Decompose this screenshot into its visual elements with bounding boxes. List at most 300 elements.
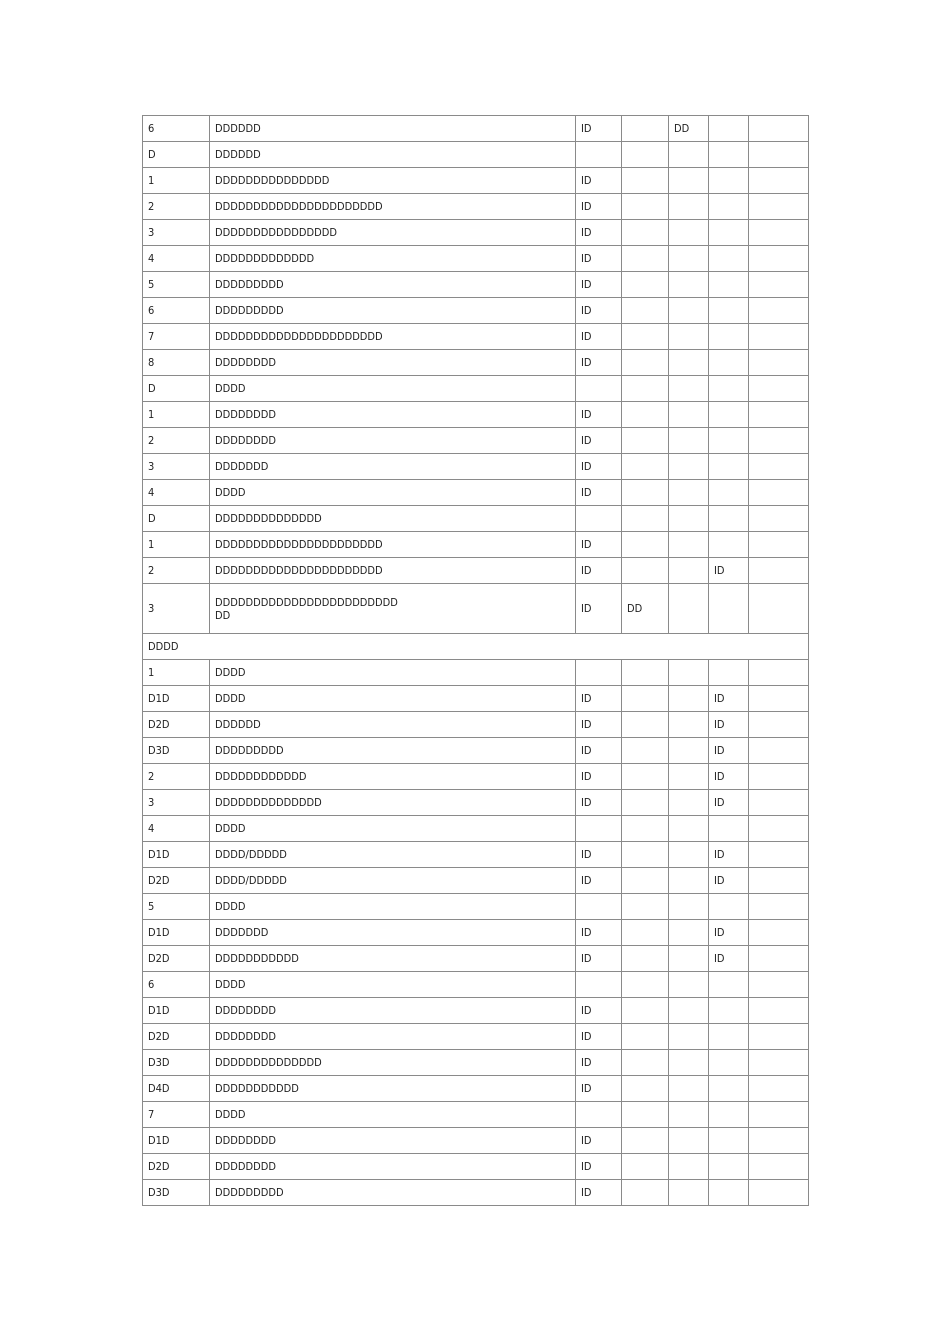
table-cell: 6 (143, 116, 210, 142)
table-cell (622, 272, 669, 298)
table-cell (709, 506, 749, 532)
table-cell: 6 (143, 972, 210, 998)
table-cell: 2 (143, 764, 210, 790)
table-cell (669, 350, 709, 376)
table-row (143, 868, 809, 894)
table-cell: D2D (143, 868, 210, 894)
table-cell: D1D (143, 842, 210, 868)
table-cell: ID (576, 454, 622, 480)
table-cell (709, 246, 749, 272)
table-cell: ID (576, 1128, 622, 1154)
table-cell (622, 168, 669, 194)
cell-line: DD (215, 608, 231, 622)
table-cell (622, 816, 669, 842)
table-cell (622, 558, 669, 584)
table-cell (749, 686, 809, 712)
table-cell (749, 558, 809, 584)
table-row (143, 1102, 809, 1128)
table-cell (622, 454, 669, 480)
table-cell: DDDDDDDD (210, 998, 576, 1024)
table-cell: ID (576, 920, 622, 946)
table-cell (622, 532, 669, 558)
table-cell: ID (576, 298, 622, 324)
table-cell: D2D (143, 946, 210, 972)
table-cell (709, 1024, 749, 1050)
table-cell: DDDDDDD (210, 920, 576, 946)
table-cell (622, 142, 669, 168)
table-cell (749, 454, 809, 480)
table-cell: DDDDDDDD (210, 428, 576, 454)
table-cell: DDDDDDDDDDDDD (210, 246, 576, 272)
table-row (143, 142, 809, 168)
table-cell (622, 298, 669, 324)
table-cell: DDDD (210, 660, 576, 686)
table-row (143, 1180, 809, 1206)
table-cell: DDDDDDDDD (210, 1180, 576, 1206)
table-cell (709, 1128, 749, 1154)
table-cell (709, 532, 749, 558)
table-cell (669, 972, 709, 998)
table-cell (669, 376, 709, 402)
table-cell (709, 298, 749, 324)
table-cell: D1D (143, 920, 210, 946)
table-cell: D2D (143, 712, 210, 738)
table-cell (749, 920, 809, 946)
table-row (143, 324, 809, 350)
table-cell (669, 1128, 709, 1154)
table-cell: ID (709, 920, 749, 946)
table-cell: ID (576, 1050, 622, 1076)
table-cell (709, 1076, 749, 1102)
table-cell (709, 168, 749, 194)
table-cell (669, 558, 709, 584)
table-cell (749, 1154, 809, 1180)
table-cell: 5 (143, 894, 210, 920)
table-cell: DDDDDDDD (210, 350, 576, 376)
table-cell (669, 428, 709, 454)
table-cell (622, 738, 669, 764)
table-cell (749, 194, 809, 220)
table-cell: D3D (143, 738, 210, 764)
table-cell (709, 194, 749, 220)
table-cell: DDDD (210, 972, 576, 998)
table-cell (669, 1050, 709, 1076)
table-row (143, 298, 809, 324)
table-row (143, 168, 809, 194)
table-cell (709, 660, 749, 686)
table-cell (576, 660, 622, 686)
table-row (143, 816, 809, 842)
table-cell (576, 894, 622, 920)
table-cell (749, 1128, 809, 1154)
table-row (143, 194, 809, 220)
table-cell: ID (576, 764, 622, 790)
table-cell (669, 998, 709, 1024)
table-row (143, 1050, 809, 1076)
table-cell: D3D (143, 1050, 210, 1076)
table-cell: DD (622, 584, 669, 634)
table-cell (669, 1024, 709, 1050)
table-cell (576, 816, 622, 842)
table-cell: DDDDDDDDDDDDDDDDDDDDDD (210, 532, 576, 558)
table-cell: ID (576, 246, 622, 272)
table-cell (709, 272, 749, 298)
table-cell: ID (576, 686, 622, 712)
table-cell: DDDDDDDDD (210, 272, 576, 298)
table-row (143, 558, 809, 584)
table-cell: ID (709, 738, 749, 764)
table-cell (749, 1050, 809, 1076)
table-cell (749, 402, 809, 428)
table-row (143, 480, 809, 506)
table-cell (749, 168, 809, 194)
table-cell: 2 (143, 194, 210, 220)
table-cell: D2D (143, 1154, 210, 1180)
table-cell: ID (576, 842, 622, 868)
table-cell (709, 1050, 749, 1076)
table-cell: DDDDDDDDDDD (210, 946, 576, 972)
table-row (143, 116, 809, 142)
table-cell: 2 (143, 558, 210, 584)
table-cell: ID (576, 584, 622, 634)
table-cell: ID (576, 116, 622, 142)
table-cell: ID (576, 428, 622, 454)
table-cell (669, 142, 709, 168)
table-cell (709, 428, 749, 454)
table-cell: ID (576, 868, 622, 894)
table-cell: DDDDDDDD (210, 1154, 576, 1180)
table-cell (622, 972, 669, 998)
table-cell: 2 (143, 428, 210, 454)
table-cell (669, 402, 709, 428)
table-cell: ID (576, 1180, 622, 1206)
table-cell (622, 1154, 669, 1180)
table-cell (622, 194, 669, 220)
table-cell (669, 480, 709, 506)
table-cell (622, 946, 669, 972)
table-cell (709, 402, 749, 428)
table-cell: DDDDDDDDDDDDDDDDDDDDDD (210, 558, 576, 584)
table-row (143, 350, 809, 376)
table-cell (622, 660, 669, 686)
table-cell (622, 842, 669, 868)
table-cell: DDDDDDDDDDDDDDDD (210, 220, 576, 246)
table-cell: ID (709, 790, 749, 816)
table-row (143, 634, 809, 660)
table-cell (622, 428, 669, 454)
table-cell (669, 584, 709, 634)
table-cell (622, 712, 669, 738)
table-cell: DDDDDD (210, 142, 576, 168)
table-row (143, 686, 809, 712)
table-row (143, 764, 809, 790)
table-cell (709, 142, 749, 168)
table-cell (669, 868, 709, 894)
table-row (143, 220, 809, 246)
table-cell (709, 454, 749, 480)
table-row (143, 842, 809, 868)
table-cell (669, 194, 709, 220)
table-row (143, 738, 809, 764)
table-cell: ID (576, 168, 622, 194)
table-cell (622, 790, 669, 816)
table-row (143, 1128, 809, 1154)
table-cell: ID (709, 712, 749, 738)
table-cell: ID (576, 324, 622, 350)
table-cell: 3 (143, 220, 210, 246)
table-row (143, 920, 809, 946)
table-cell (622, 920, 669, 946)
table-cell (622, 894, 669, 920)
table-cell: D1D (143, 1128, 210, 1154)
table-row (143, 660, 809, 686)
table-cell (669, 1102, 709, 1128)
table-cell: DDDD/DDDDD (210, 842, 576, 868)
section-heading-cell: DDDD (143, 634, 809, 660)
table-cell (709, 480, 749, 506)
table-cell (622, 1128, 669, 1154)
table-cell: D1D (143, 686, 210, 712)
table-cell (622, 1102, 669, 1128)
table-cell: DDDDDDDDDDDDDD (210, 506, 576, 532)
table-cell: DDDD (210, 1102, 576, 1128)
table-cell (622, 1024, 669, 1050)
table-cell (669, 712, 709, 738)
table-cell (749, 842, 809, 868)
table-cell: DDDDDD (210, 116, 576, 142)
table-cell (669, 1154, 709, 1180)
table-cell (749, 584, 809, 634)
table-cell: ID (576, 1154, 622, 1180)
table-cell: DDDD (210, 480, 576, 506)
table-cell (749, 376, 809, 402)
table-cell: DDDDDDDD (210, 1024, 576, 1050)
table-cell (669, 920, 709, 946)
table-cell: ID (576, 220, 622, 246)
table-cell (669, 1076, 709, 1102)
table-row (143, 998, 809, 1024)
table-cell (210, 584, 576, 634)
table-row (143, 272, 809, 298)
table-cell (749, 946, 809, 972)
table-row (143, 454, 809, 480)
table-cell (669, 946, 709, 972)
table-cell: 1 (143, 660, 210, 686)
table-cell (622, 1050, 669, 1076)
table-cell: ID (709, 686, 749, 712)
table-cell (709, 324, 749, 350)
table-cell: ID (576, 272, 622, 298)
table-cell: 3 (143, 454, 210, 480)
table-cell: ID (576, 194, 622, 220)
table-cell (622, 376, 669, 402)
table-cell (709, 376, 749, 402)
table-cell (622, 506, 669, 532)
table-cell (622, 324, 669, 350)
table-cell (749, 764, 809, 790)
table-cell (749, 246, 809, 272)
table-cell: 1 (143, 532, 210, 558)
table-cell (709, 116, 749, 142)
table-cell: ID (576, 946, 622, 972)
table-cell (749, 480, 809, 506)
table-cell (749, 142, 809, 168)
table-row (143, 506, 809, 532)
table-cell: D (143, 376, 210, 402)
table-cell (749, 1180, 809, 1206)
table-cell (749, 298, 809, 324)
table-cell (749, 712, 809, 738)
table-cell (576, 1102, 622, 1128)
table-cell (709, 1102, 749, 1128)
cell-line: DDDDDDDDDDDDDDDDDDDDDDDD (215, 595, 398, 609)
table-row (143, 946, 809, 972)
table-cell: DDDDDDDDD (210, 738, 576, 764)
table-cell: ID (709, 558, 749, 584)
table-cell: 1 (143, 402, 210, 428)
table-cell (622, 1180, 669, 1206)
table-cell (622, 998, 669, 1024)
table-cell (576, 972, 622, 998)
table-row (143, 1024, 809, 1050)
table-cell (669, 506, 709, 532)
table-cell (709, 1180, 749, 1206)
table-row (143, 790, 809, 816)
table-cell (749, 894, 809, 920)
table-cell (709, 584, 749, 634)
table-cell (669, 686, 709, 712)
table-cell (669, 324, 709, 350)
table-cell: 4 (143, 246, 210, 272)
table-cell (749, 1076, 809, 1102)
table-cell: ID (576, 998, 622, 1024)
table-cell (622, 246, 669, 272)
table-cell: DDDDDDDDDDDDDD (210, 790, 576, 816)
table-cell (622, 1076, 669, 1102)
table-cell (669, 220, 709, 246)
table-row (143, 712, 809, 738)
table-cell (622, 480, 669, 506)
table-cell (622, 868, 669, 894)
table-row (143, 584, 809, 634)
table-cell: DDDDDDDDDDDDDD (210, 1050, 576, 1076)
table-cell: DDDDDDDDDDDD (210, 764, 576, 790)
table-cell (709, 350, 749, 376)
table-cell: 4 (143, 480, 210, 506)
table-cell: D (143, 142, 210, 168)
table-cell (749, 972, 809, 998)
table-cell: 6 (143, 298, 210, 324)
table-cell: DDDDDDDD (210, 1128, 576, 1154)
table-cell: DDDD (210, 894, 576, 920)
table-cell: ID (709, 946, 749, 972)
table-cell (749, 816, 809, 842)
table-cell: 4 (143, 816, 210, 842)
table-cell: ID (709, 842, 749, 868)
table-cell (709, 816, 749, 842)
table-cell: DDDDDDDDD (210, 298, 576, 324)
table-cell (749, 1024, 809, 1050)
table-cell: ID (576, 350, 622, 376)
table-cell: DD (669, 116, 709, 142)
table-cell (749, 220, 809, 246)
table-cell: DDDD (210, 816, 576, 842)
table-row (143, 428, 809, 454)
table-cell: D2D (143, 1024, 210, 1050)
table-row (143, 1076, 809, 1102)
table-cell: 3 (143, 790, 210, 816)
table-cell (749, 868, 809, 894)
table-cell (669, 660, 709, 686)
table-cell (709, 998, 749, 1024)
table-cell: 7 (143, 324, 210, 350)
table-row (143, 894, 809, 920)
table-cell (709, 1154, 749, 1180)
table-body (143, 116, 809, 1206)
table-cell (669, 764, 709, 790)
document-table (142, 115, 809, 1206)
table-cell (749, 272, 809, 298)
table-cell: D1D (143, 998, 210, 1024)
table-cell: ID (709, 764, 749, 790)
table-cell (749, 428, 809, 454)
table-cell: DDDDDD (210, 712, 576, 738)
table-row (143, 246, 809, 272)
table-cell: DDDDDDD (210, 454, 576, 480)
table-cell (576, 142, 622, 168)
table-cell: DDDDDDDDDDD (210, 1076, 576, 1102)
table-cell (749, 738, 809, 764)
table-cell (669, 894, 709, 920)
table-cell (669, 246, 709, 272)
table-cell: DDDDDDDDDDDDDDDDDDDDDD (210, 324, 576, 350)
table-row (143, 972, 809, 998)
table-row (143, 402, 809, 428)
table-cell: 5 (143, 272, 210, 298)
table-cell (749, 506, 809, 532)
table-cell (669, 532, 709, 558)
table-cell (576, 376, 622, 402)
table-cell: D (143, 506, 210, 532)
table-cell: ID (576, 532, 622, 558)
table-cell: 3 (143, 584, 210, 634)
table-cell: ID (576, 738, 622, 764)
table-cell: 8 (143, 350, 210, 376)
table-row (143, 1154, 809, 1180)
table-cell (669, 272, 709, 298)
table-cell: ID (576, 790, 622, 816)
table-cell (669, 298, 709, 324)
table-cell (669, 842, 709, 868)
table-cell: DDDDDDDDDDDDDDD (210, 168, 576, 194)
table-cell (669, 738, 709, 764)
table-cell (749, 998, 809, 1024)
table-cell: 7 (143, 1102, 210, 1128)
table-row (143, 532, 809, 558)
table-cell: DDDDDDDD (210, 402, 576, 428)
table-cell (622, 116, 669, 142)
table-cell (622, 402, 669, 428)
table-cell (622, 764, 669, 790)
table-cell: DDDDDDDDDDDDDDDDDDDDDD (210, 194, 576, 220)
table-cell (749, 660, 809, 686)
table-cell: DDDD (210, 686, 576, 712)
table-cell (669, 168, 709, 194)
table-cell (709, 972, 749, 998)
table-cell: DDDD (210, 376, 576, 402)
table-cell (622, 686, 669, 712)
table-cell: ID (709, 868, 749, 894)
